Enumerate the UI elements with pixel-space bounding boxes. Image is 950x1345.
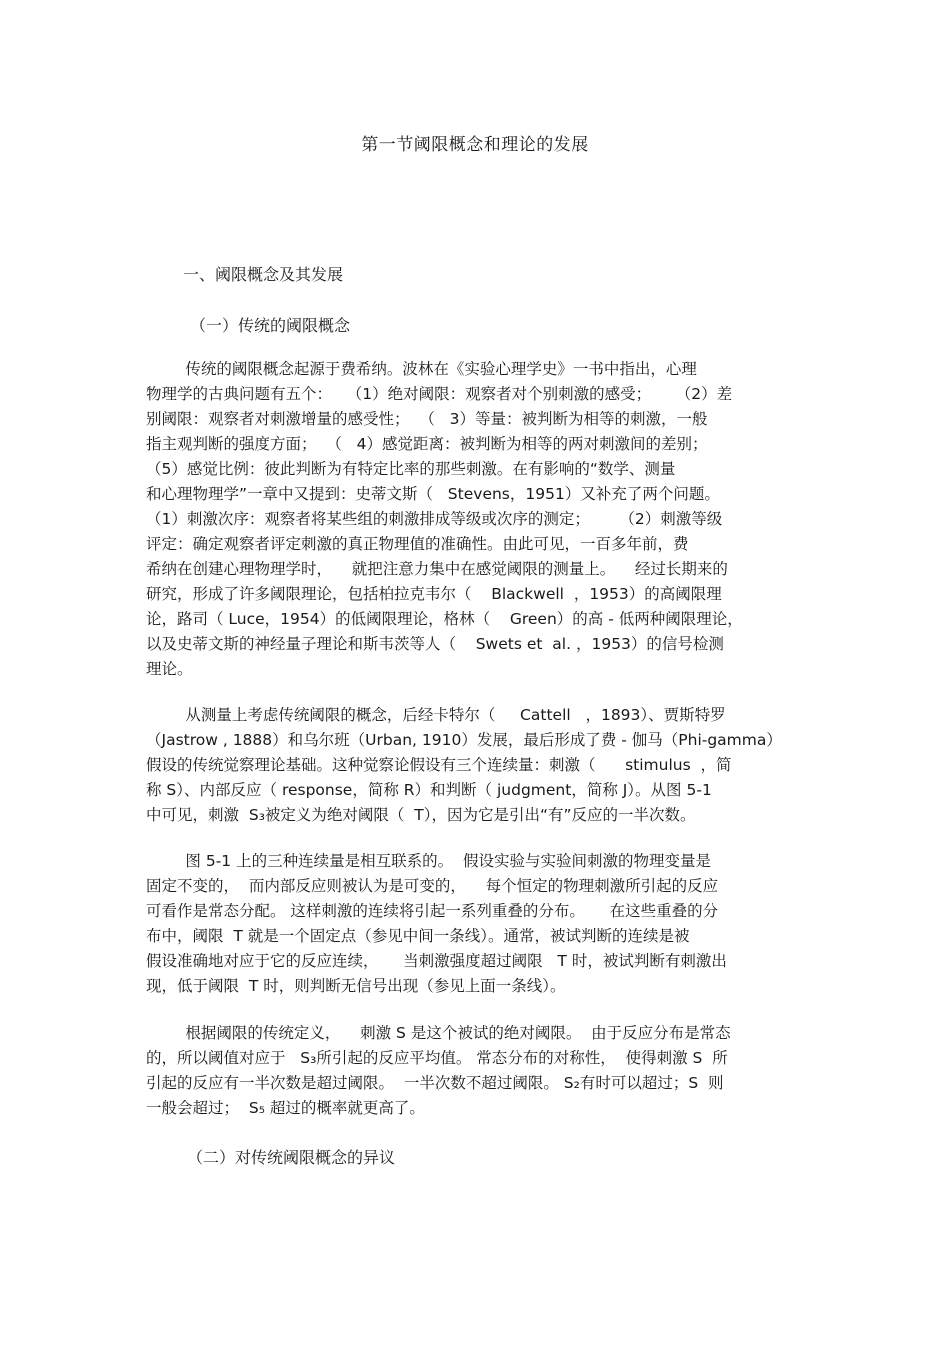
paragraph-4 xyxy=(146,1021,806,1121)
paragraph-line: 根据阈限的传统定义， 刺激 S 是这个被试的绝对阈限。 由于反应分布是常态 xyxy=(146,1024,731,1042)
paragraph-line: 图 5-1 上的三种连续量是相互联系的。 假设实验与实验间刺激的物理变量是 xyxy=(146,852,711,870)
paragraph-line: 假设准确地对应于它的反应连续， 当刺激强度超过阈限 T 时，被试判断有刺激出 xyxy=(146,952,727,970)
paragraph-line: 中可见，刺激 S₃被定义为绝对阈限（ T），因为它是引出“有”反应的一半次数。 xyxy=(146,806,696,824)
paragraph-line: 别阈限：观察者对刺激增量的感受性； （ 3）等量：被判断为相等的刺激，一般 xyxy=(146,410,708,428)
paragraph-line: 论，路司（ Luce，1954）的低阈限理论，格林（ Green）的高 - 低两种阈限理论， xyxy=(146,610,743,628)
section-heading: 一、阈限概念及其发展 xyxy=(183,265,344,284)
paragraph-line: 引起的反应有一半次数是超过阈限。 一半次数不超过阈限。 S₂有时可以超过；S 则 xyxy=(146,1074,724,1092)
paragraph-line: 理论。 xyxy=(146,660,193,678)
paragraph-1 xyxy=(146,357,806,682)
paragraph-line: 称 S）、内部反应（ response，简称 R）和判断（ judgment，简称 J）。从图 5-1 xyxy=(146,781,712,799)
subsection-heading-2: （二）对传统阈限概念的异议 xyxy=(187,1148,396,1167)
paragraph-line: （5）感觉比例：彼此判断为有特定比率的那些刺激。在有影响的“数学、测量 xyxy=(146,460,676,478)
paragraph-line: 物理学的古典问题有五个： （1）绝对阈限：观察者对个别刺激的感受； （2）差 xyxy=(146,385,733,403)
paragraph-line: 指主观判断的强度方面； （ 4）感觉距离：被判断为相等的两对刺激间的差别； xyxy=(146,435,708,453)
paragraph-line: （1）刺激次序：观察者将某些组的刺激排成等级或次序的测定； （2）刺激等级 xyxy=(146,510,723,528)
paragraph-line: 和心理物理学”一章中又提到：史蒂文斯（ Stevens，1951）又补充了两个问题。 xyxy=(146,485,720,503)
paragraph-line: 的，所以阈值对应于 S₃所引起的反应平均值。 常态分布的对称性， 使得刺激 S 所 xyxy=(146,1049,728,1067)
paragraph-line: 评定：确定观察者评定刺激的真正物理值的准确性。由此可见，一百多年前，费 xyxy=(146,535,689,553)
paragraph-line: 从测量上考虑传统阈限的概念，后经卡特尔（ Cattell ，1893）、贾斯特罗 xyxy=(146,706,726,724)
page-title: 第一节阈限概念和理论的发展 xyxy=(361,135,589,155)
paragraph-2 xyxy=(146,703,806,828)
paragraph-3 xyxy=(146,849,806,999)
paragraph-line: 现，低于阈限 T 时，则判断无信号出现（参见上面一条线）。 xyxy=(146,977,566,995)
paragraph-line: 一般会超过； S₅ 超过的概率就更高了。 xyxy=(146,1099,425,1117)
subsection-heading-1: （一）传统的阈限概念 xyxy=(190,316,351,335)
paragraph-line: 希纳在创建心理物理学时， 就把注意力集中在感觉阈限的测量上。 经过长期来的 xyxy=(146,560,728,578)
paragraph-line: 可看作是常态分配。 这样刺激的连续将引起一系列重叠的分布。 在这些重叠的分 xyxy=(146,902,719,920)
paragraph-line: 传统的阈限概念起源于费希纳。波林在《实验心理学史》一书中指出，心理 xyxy=(146,360,697,378)
paragraph-line: 以及史蒂文斯的神经量子理论和斯韦茨等人（ Swets et al. ，1953）的信号检测 xyxy=(146,635,724,653)
paragraph-line: 研究，形成了许多阈限理论，包括柏拉克韦尔（ Blackwell ，1953）的高阈限理 xyxy=(146,585,722,603)
paragraph-line: 固定不变的， 而内部反应则被认为是可变的， 每个恒定的物理刺激所引起的反应 xyxy=(146,877,719,895)
paragraph-line: 布中，阈限 T 就是一个固定点（参见中间一条线）。通常，被试判断的连续是被 xyxy=(146,927,690,945)
paragraph-line: （Jastrow , 1888）和乌尔班（Urban, 1910）发展，最后形成了费 - 伽马（Phi-gamma） xyxy=(146,731,782,749)
paragraph-line: 假设的传统觉察理论基础。这种觉察论假设有三个连续量：刺激（ stimulus ，简 xyxy=(146,756,732,774)
